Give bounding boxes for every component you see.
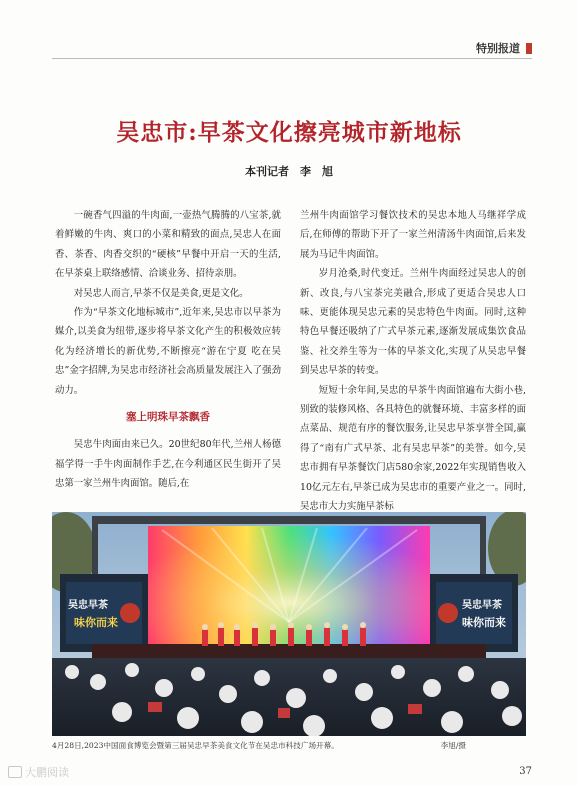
paragraph-continued: 兰州牛肉面馆学习餐饮技术的吴忠本地人马继祥学成后,在师傅的帮助下开了一家兰州清汤牛肉面馆,后来发展为马记牛肉面馆。 [300,210,526,260]
article-subheading: 塞上明珠早茶飘香 [126,411,210,424]
paragraph: 短短十余年间,吴忠的早茶牛肉面馆遍布大街小巷,别致的装修风格、各具特色的就餐环境、丰富多样的面点菜品、规范有序的餐饮服务,让吴忠早茶享誉全国,赢得了“南有广式早茶、北有吴忠早茶”的美誉。如今,吴忠市拥有早茶餐饮门店580余家,2022年实现销售收入10亿元左右,早茶已成为吴忠市的重要产业之一。同时,吴忠市大力实施早茶标 [300,384,526,513]
header-divider [52,58,532,59]
article-right-column [300,206,526,517]
paragraph: 一碗香气四溢的牛肉面,一壶热气腾腾的八宝茶,就着鲜嫩的牛肉、爽口的小菜和精致的面点,吴忠人在面香、茶香、肉香交织的“硬核”早餐中开启一天的生活,在早茶桌上联络感情、洽谈业务、招待亲朋。 [55,210,281,280]
article-left-column [55,206,281,494]
section-label-text: 特别报道 [476,42,520,55]
event-photo [52,512,526,736]
section-marker-icon [526,43,532,54]
paragraph: 对吴忠人而言,早茶不仅是美食,更是文化。 [73,287,249,299]
article-byline: 本刊记者 李 旭 [245,165,333,178]
play-icon [8,766,22,778]
paragraph: 作为“早茶文化地标城市”,近年来,吴忠市以早茶为媒介,以美食为纽带,逐步将早茶文化产生的积极效应转化为经济增长的新优势,不断擦亮“游在宁夏 吃在吴忠”金字招牌,为吴忠市经济社会高质量发展注入了强劲动力。 [55,307,281,396]
caption-text: 4月28日,2023中国面食博览会暨第三届吴忠早茶美食文化节在吴忠市科技广场开幕。 [52,741,339,750]
paragraph: 岁月沧桑,时代变迁。兰州牛肉面经过吴忠人的创新、改良,与八宝茶完美融合,形成了更适合吴忠人口味、更能体现吴忠元素的吴忠特色牛肉面。同时,这种特色早餐还吸纳了广式早茶元素,逐渐发展成集饮食品鉴、社交养生等为一体的早茶文化,实现了从吴忠早餐到吴忠早茶的转变。 [300,268,526,377]
section-label [476,40,532,56]
sign-right-line2: 味你而来 [462,616,506,629]
sign-right-line1: 吴忠早茶 [462,600,502,611]
photo-credit: 李旭/摄 [440,741,466,750]
sign-left-line2: 味你而来 [74,616,118,629]
paragraph: 吴忠牛肉面由来已久。20世纪80年代,兰州人杨德福学得一手牛肉面制作手艺,在今利通区民生街开了吴忠第一家兰州牛肉面馆。随后,在 [55,439,281,490]
photo-caption [52,740,526,751]
sign-left-line1: 吴忠早茶 [68,600,108,611]
watermark-text: 大鹏阅读 [25,766,69,779]
watermark [8,764,69,780]
article-title: 吴忠市:早茶文化擦亮城市新地标 [116,119,462,146]
page-number: 37 [519,766,532,777]
